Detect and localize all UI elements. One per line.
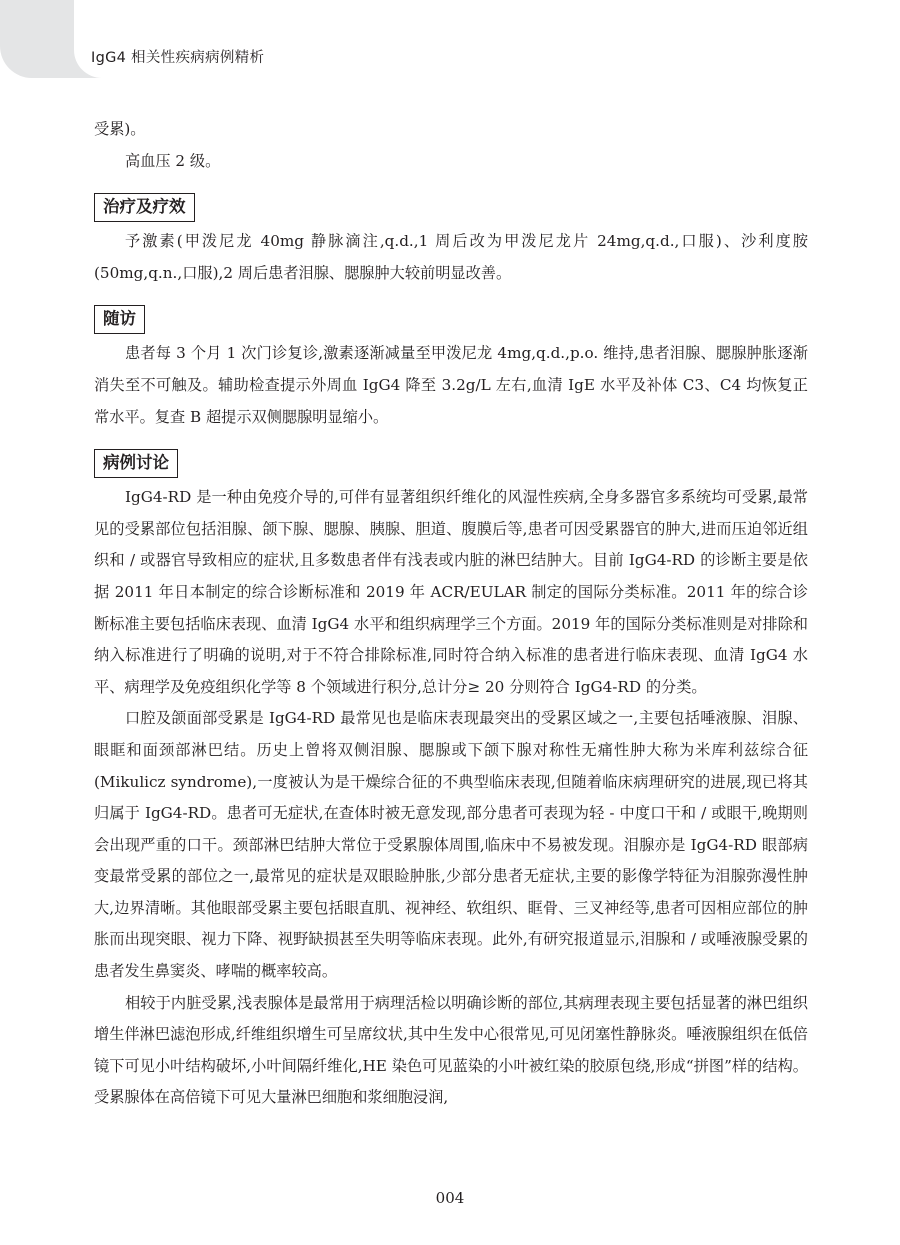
discussion-paragraph-1: IgG4-RD 是一种由免疫介导的,可伴有显著组织纤维化的风湿性疾病,全身多器官多系统均可受累,最常见的受累部位包括泪腺、颌下腺、腮腺、胰腺、胆道、腹膜后等,患者可因受累器官的肿大,进而压迫邻近组织和 / 或器官导致相应的症状,且多数患者伴有浅表或内脏的淋巴结肿大。目前 IgG4-RD 的诊断主要是依据 2011 年日本制定的综合诊断标准和 2019 年 ACR/EULAR 制定的国际分类标准。2011 年的综合诊断标准主要包括临床表现、血清 IgG4 水平和组织病理学三个方面。2019 年的国际分类标准则是对排除和纳入标准进行了明确的说明,对于不符合排除标准,同时符合纳入标准的患者进行临床表现、血清 IgG4 水平、病理学及免疫组织化学等 8 个领域进行积分,总计分≥ 20 分则符合 IgG4-RD 的分类。 [94,488,808,696]
section-heading-discussion: 病例讨论 [94,449,178,478]
discussion-paragraph-3: 相较于内脏受累,浅表腺体是最常用于病理活检以明确诊断的部位,其病理表现主要包括显著的淋巴组织增生伴淋巴滤泡形成,纤维组织增生可呈席纹状,其中生发中心很常见,可见闭塞性静脉炎。唾液腺组织在低倍镜下可见小叶结构破坏,小叶间隔纤维化,HE 染色可见蓝染的小叶被红染的胶原包绕,形成“拼图”样的结构。受累腺体在高倍镜下可见大量淋巴细胞和浆细胞浸润, [94,993,808,1107]
treatment-paragraph: 予激素(甲泼尼龙 40mg 静脉滴注,q.d.,1 周后改为甲泼尼龙片 24mg,q.d.,口服)、沙利度胺(50mg,q.n.,口服),2 周后患者泪腺、腮腺肿大较前明显改善。 [94,232,808,282]
running-title: IgG4 相关性疾病病例精析 [91,50,265,66]
section-heading-followup: 随访 [94,305,145,334]
section-heading-treatment: 治疗及疗效 [94,193,195,222]
discussion-paragraph-2: 口腔及颌面部受累是 IgG4-RD 最常见也是临床表现最突出的受累区域之一,主要包括唾液腺、泪腺、眼眶和面颈部淋巴结。历史上曾将双侧泪腺、腮腺或下颌下腺对称性无痛性肿大称为米库利兹综合征(Mikulicz syndrome),一度被认为是干燥综合征的不典型临床表现,但随着临床病理研究的进展,现已将其归属于 IgG4-RD。患者可无症状,在查体时被无意发现,部分患者可表现为轻 - 中度口干和 / 或眼干,晚期则会出现严重的口干。颈部淋巴结肿大常位于受累腺体周围,临床中不易被发现。泪腺亦是 IgG4-RD 眼部病变最常受累的部位之一,最常见的症状是双眼睑肿胀,少部分患者无症状,主要的影像学特征为泪腺弥漫性肿大,边界清晰。其他眼部受累主要包括眼直肌、视神经、软组织、眶骨、三叉神经等,患者可因相应部位的肿胀而出现突眼、视力下降、视野缺损甚至失明等临床表现。此外,有研究报道显示,泪腺和 / 或唾液腺受累的患者发生鼻窦炎、哮喘的概率较高。 [94,709,808,981]
page-content [94,114,808,1114]
page-number: 004 [435,1189,465,1207]
followup-paragraph: 患者每 3 个月 1 次门诊复诊,激素逐渐减量至甲泼尼龙 4mg,q.d.,p.o. 维持,患者泪腺、腮腺肿胀逐渐消失至不可触及。辅助检查提示外周血 IgG4 降至 3.2g/L 左右,血清 IgE 水平及补体 C3、C4 均恢复正常水平。复查 B 超提示双侧腮腺明显缩小。 [94,344,808,426]
intro-paragraph-2: 高血压 2 级。 [125,151,221,170]
intro-paragraph-1: 受累)。 [94,120,146,138]
